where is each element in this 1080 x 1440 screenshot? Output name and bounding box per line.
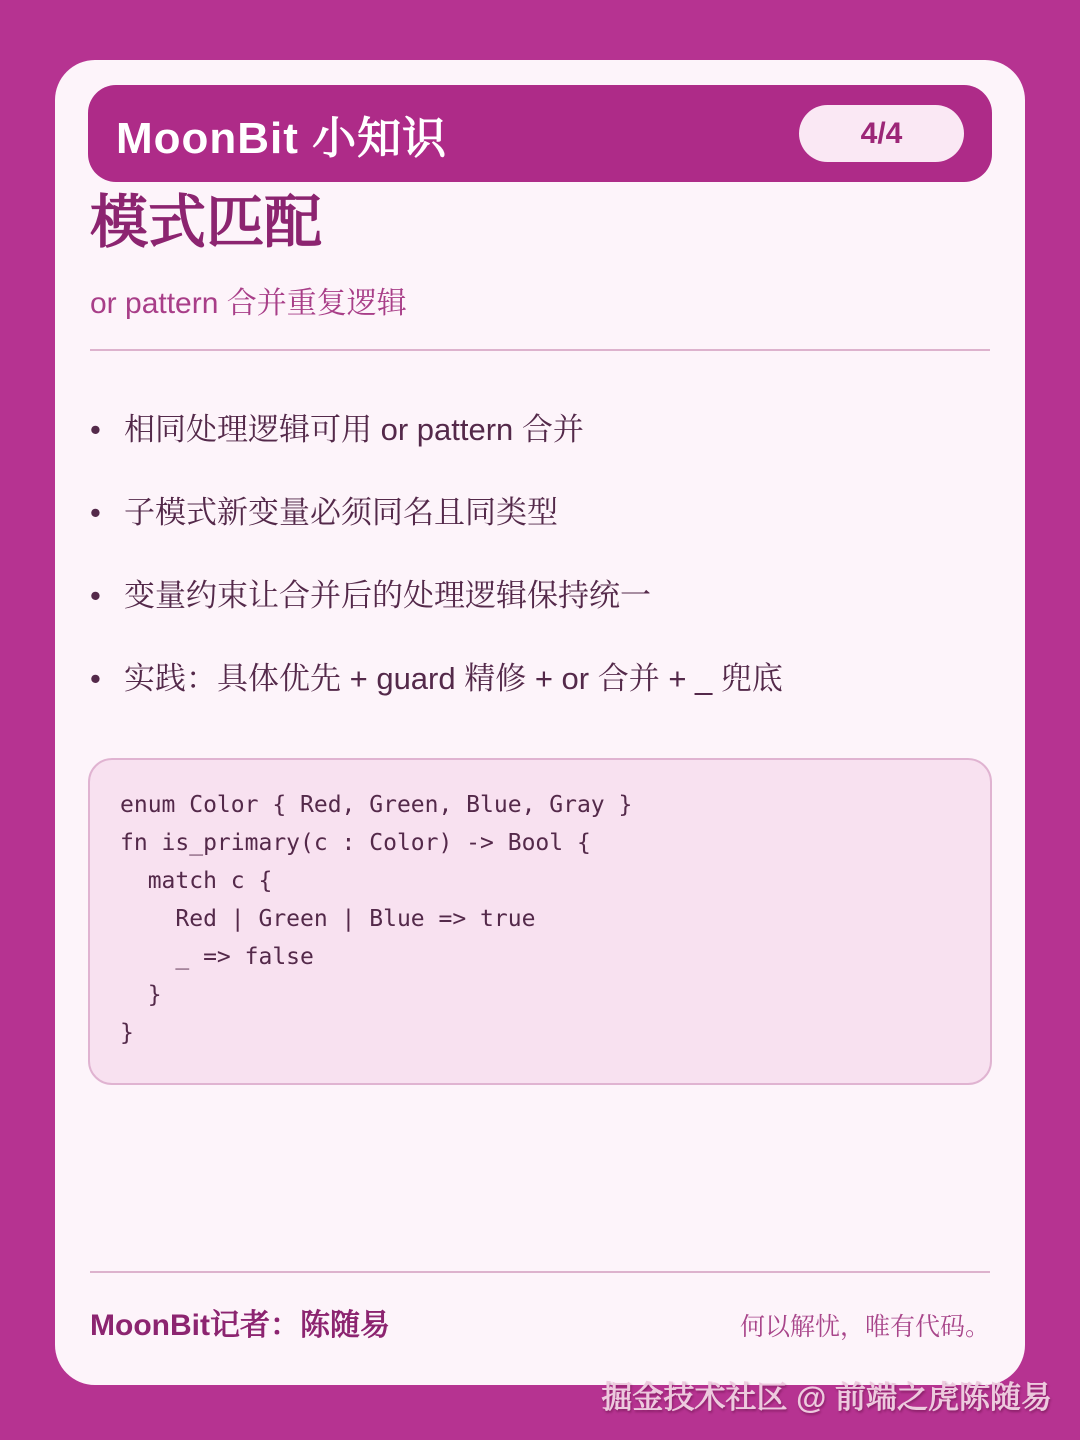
list-item — [90, 661, 990, 697]
topic-subtitle: or pattern 合并重复逻辑 — [90, 287, 407, 320]
page-counter-badge: 4/4 — [799, 105, 964, 162]
code-line: Red | Green | Blue => true — [120, 906, 536, 932]
code-line: } — [120, 982, 162, 1008]
footer-author: MoonBit记者：陈随易 — [90, 1309, 390, 1342]
list-item — [90, 412, 990, 448]
bullet-dot: • — [90, 495, 101, 530]
footer-divider — [90, 1271, 990, 1273]
list-item — [90, 495, 990, 531]
code-line: fn is_primary(c : Color) -> Bool { — [120, 830, 591, 856]
bullet-dot: • — [90, 412, 101, 447]
key-points-list — [90, 412, 990, 744]
topic-title: 模式匹配 — [90, 190, 323, 255]
code-line: match c { — [120, 868, 273, 894]
bullet-dot: • — [90, 578, 101, 613]
knowledge-card — [55, 60, 1025, 1385]
code-line: enum Color { Red, Green, Blue, Gray } — [120, 792, 633, 818]
card-footer — [90, 1300, 990, 1344]
card-header-bar — [88, 85, 992, 182]
list-item-text: 子模式新变量必须同名且同类型 — [124, 495, 558, 530]
footer-motto: 何以解忧，唯有代码。 — [739, 1313, 990, 1341]
code-line: } — [120, 1020, 134, 1046]
code-line: _ => false — [120, 944, 314, 970]
list-item-text: 变量约束让合并后的处理逻辑保持统一 — [124, 578, 651, 613]
watermark: 掘金技术社区 @ 前端之虎陈随易 — [601, 1380, 1052, 1415]
list-item-text: 相同处理逻辑可用 or pattern 合并 — [124, 412, 584, 447]
top-divider — [90, 349, 990, 351]
list-item-text: 实践：具体优先 + guard 精修 + or 合并 + _ 兜底 — [124, 661, 783, 696]
app-title: MoonBit 小知识 — [116, 113, 448, 163]
bullet-dot: • — [90, 661, 101, 696]
code-block — [88, 758, 992, 1085]
list-item — [90, 578, 990, 614]
